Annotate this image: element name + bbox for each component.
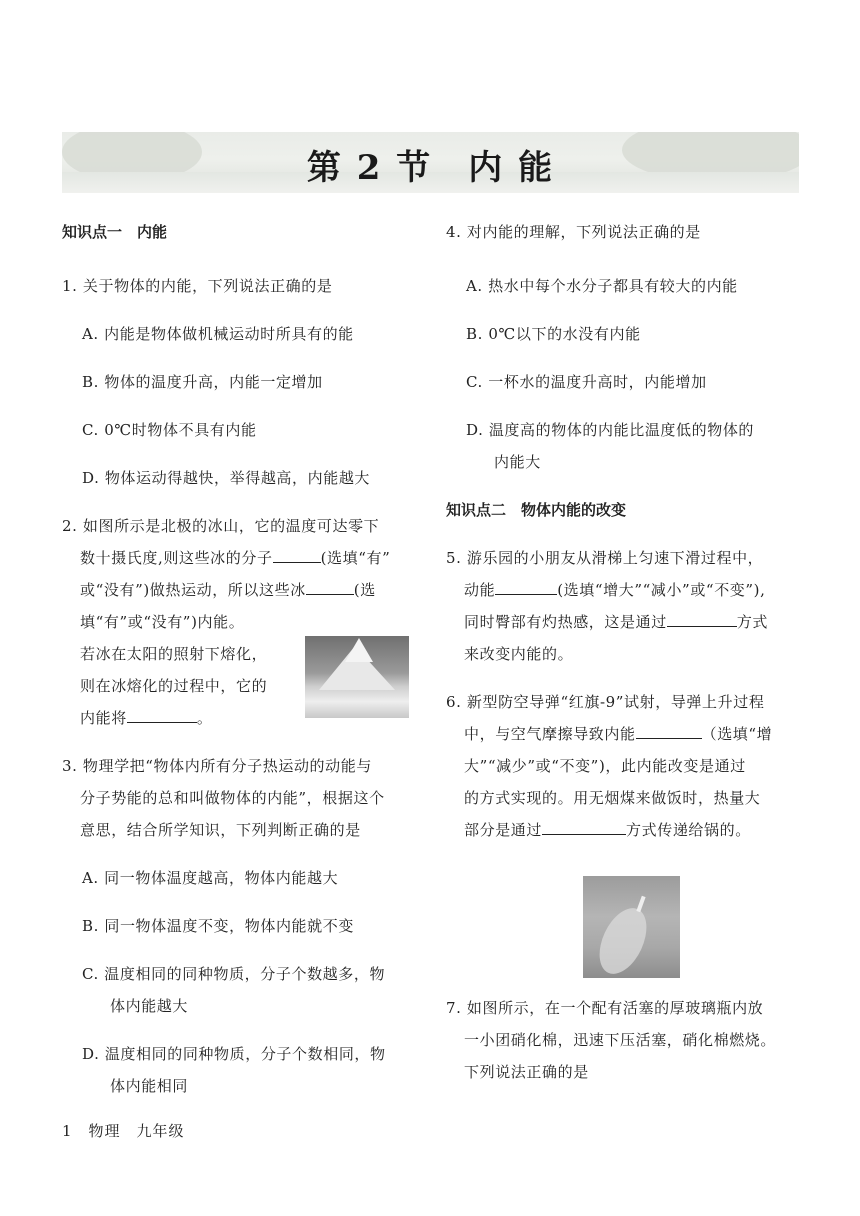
iceberg-image: [305, 636, 409, 718]
q3-option-b: B. 同一物体温度不变，物体内能就不变: [82, 917, 354, 935]
question-1-stem: 1. 关于物体的内能，下列说法正确的是: [62, 277, 333, 295]
q4-option-c: C. 一杯水的温度升高时，内能增加: [466, 373, 707, 391]
answer-blank[interactable]: [636, 718, 702, 739]
q5-line-3: 同时臀部有灼热感，这是通过 方式: [446, 606, 802, 638]
q5-line-2: 动能 (选填“增大”“减小”或“不变”),: [446, 574, 802, 606]
section-heading: 知识点一 内能: [62, 223, 168, 241]
answer-blank[interactable]: [273, 542, 321, 563]
q4-option-d-cont: 内能大: [494, 453, 541, 471]
q7-line-3: 下列说法正确的是: [464, 1063, 589, 1081]
q2-line-6: 则在冰熔化的过程中，它的: [80, 677, 268, 695]
answer-blank[interactable]: [667, 606, 737, 627]
q4-option-a: A. 热水中每个水分子都具有较大的内能: [466, 277, 738, 295]
q4-option-d: D. 温度高的物体的内能比温度低的物体的: [466, 421, 755, 439]
q2-line-4: 填“有”或“没有”)内能。: [80, 613, 245, 631]
q3-line-1: 3. 物理学把“物体内所有分子热运动的动能与: [62, 757, 372, 775]
q5-line-1: 5. 游乐园的小朋友从滑梯上匀速下滑过程中，: [446, 549, 764, 567]
q5-line-4: 来改变内能的。: [464, 645, 574, 663]
q4-option-b: B. 0℃以下的水没有内能: [466, 325, 641, 343]
q1-option-a: A. 内能是物体做机械运动时所具有的能: [82, 325, 354, 343]
page-footer: 1 物理 九年级: [62, 1122, 185, 1140]
q3-option-a: A. 同一物体温度越高，物体内能越大: [82, 869, 339, 887]
q6-line-2: 中，与空气摩擦导致内能 （选填“增: [446, 718, 802, 750]
answer-blank[interactable]: [542, 814, 626, 835]
q3-line-3: 意思，结合所学知识，下列判断正确的是: [80, 821, 361, 839]
page-title: 第 2 节 内 能: [306, 148, 555, 188]
q3-option-d: D. 温度相同的同种物质，分子个数相同，物: [82, 1045, 386, 1063]
answer-blank[interactable]: [306, 574, 354, 595]
title-banner: [62, 132, 799, 193]
answer-blank[interactable]: [495, 574, 557, 595]
q2-line-1: 2. 如图所示是北极的冰山，它的温度可达零下: [62, 517, 380, 535]
q7-line-1: 7. 如图所示，在一个配有活塞的厚玻璃瓶内放: [446, 999, 764, 1017]
q2-line-7: 内能将 。: [62, 702, 422, 734]
answer-blank[interactable]: [127, 702, 197, 723]
q3-line-2: 分子势能的总和叫做物体的内能”，根据这个: [80, 789, 385, 807]
q2-line-5: 若冰在太阳的照射下熔化，: [80, 645, 268, 663]
q2-line-3: 或“没有”)做热运动，所以这些冰 (选: [62, 574, 422, 606]
missile-launch-image: [583, 876, 680, 978]
q1-option-c: C. 0℃时物体不具有内能: [82, 421, 257, 439]
question-4-stem: 4. 对内能的理解，下列说法正确的是: [446, 223, 701, 241]
q1-option-b: B. 物体的温度升高，内能一定增加: [82, 373, 323, 391]
section-heading: 知识点二 物体内能的改变: [446, 501, 627, 519]
q3-option-c-cont: 体内能越大: [110, 997, 189, 1015]
q2-line-2: 数十摄氏度,则这些冰的分子 (选填“有”: [62, 542, 422, 574]
q7-line-2: 一小团硝化棉，迅速下压活塞，硝化棉燃烧。: [464, 1031, 777, 1049]
q3-option-d-cont: 体内能相同: [110, 1077, 189, 1095]
q1-option-d: D. 物体运动得越快，举得越高，内能越大: [82, 469, 371, 487]
q6-line-4: 的方式实现的。用无烟煤来做饭时，热量大: [464, 789, 761, 807]
q6-line-5: 部分是通过 方式传递给锅的。: [446, 814, 802, 846]
q6-line-3: 大”“减少”或“不变”)，此内能改变是通过: [464, 757, 746, 775]
q3-option-c: C. 温度相同的同种物质，分子个数越多，物: [82, 965, 386, 983]
q6-line-1: 6. 新型防空导弹“红旗-9”试射，导弹上升过程: [446, 693, 765, 711]
